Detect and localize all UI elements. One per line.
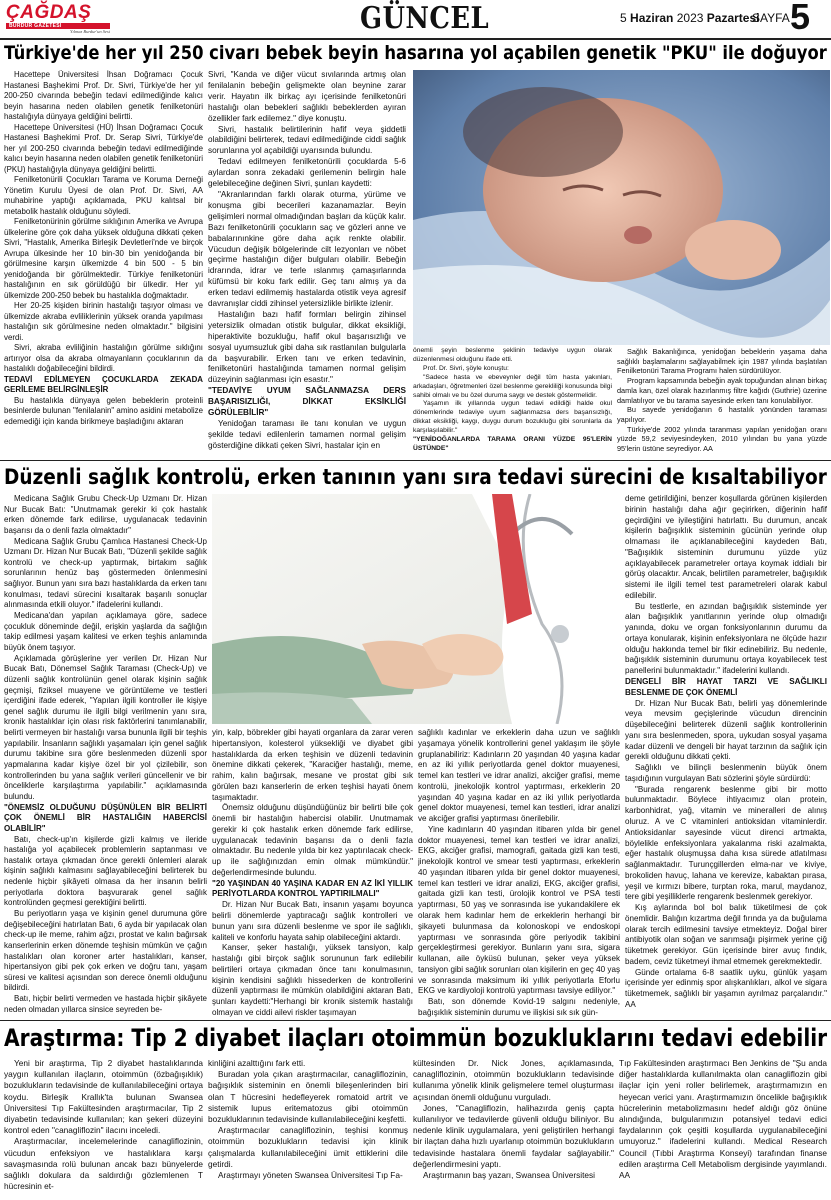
paragraph: Sivri, "Kanda ve diğer vücut sıvılarında artmış olan fenilalanin bebeğin gelişmekte olan beynine zarar verir. Hayatın ilk birkaç ayı içerisinde fenilketonüri hastalığı olan bebekleri sağlıklı bebeklerden ayıran özellikler fark edilemez." diye konuştu. [208,70,406,123]
paragraph: Bu hastalıkla dünyaya gelen bebeklerin proteinli besinlerde bulunan "fenilalanin" amino asidini metabolize edemediği için kanda birikmeye başladığını aktaran [4,395,203,426]
paragraph: "Burada rengarenk beslenme gibi bir motto bulunmaktadır. Böylece ihtiyacımız olan protein, karbonhidrat, yağ, vitamin ve mineralleri de alınış oluruz. A ve C vitaminleri antioksidan vitaminlerdir. Antioksidanlar sayesinde vücut direnci artmakta, böylelikle enfeksiyonlara yakalanma riski azalmakta, eğer hastalık oluşmuşsa daha kısa sürede atlatılması sağlanmaktadır. Turunçgillerden elma-nar ve kiviye, brokoliden havuç, lahana ve kerevize, kabaktan pırasa, yeşil ve kırmızı bibere, turptan roka, marul, maydanoz, tere gibi yeşilliklerle rengarenk beslenmek gerekiyor. [625,784,827,902]
paragraph: Her 20-25 kişiden birinin hastalığı taşıyor olması ve ülkemizde akraba evliliklerinin yüksek oranda yapılması hastalığın sık görülmesine neden olmaktadır." bilgisini verdi. [4,301,203,342]
paragraph: Tedavi edilmeyen fenilketonürili çocuklarda 5-6 aylardan sonra zekadaki gerilemenin belirgin hale gelebileceğine değinen Sivri, şunları kaydetti: [208,157,406,189]
article-column [4,494,207,1018]
paragraph: Batı, son dönemde Kovid-19 salgını nedeniyle, bağışıklık sisteminin durumu ve ilişkisi sık sık gün- [418,997,620,1017]
newborn-baby-photo [413,70,830,345]
paragraph: Hacettepe Üniversitesi (HÜ) İhsan Doğramacı Çocuk Hastanesi Başhekimi Prof. Dr. Serap Sivri, Türkiye'de her yıl 200-250 civarında bebeğin tedavi edilmediğinde kalıcı beyin hasarına neden olabilen genetik fenilketonüri (PKU) hastalığıyla dünyaya geldiğini belirtti. [4,122,203,174]
paragraph: Araştırmacılar canagliflozinin, teşhisi konmuş otoimmün bozuklukların tedavisi için klinik çalışmalarda kullanılabileceğini ümit ettiklerini dile getirdi. [208,1125,408,1169]
date-month: Haziran [630,11,674,25]
pull-quote: "ÖNEMSİZ OLDUĞUNU DÜŞÜNÜLEN BİR BELİRTİ ÇOK ÖNEMLİ BİR HASTALIĞIN HABERCİSİ OLABİLİR" [4,802,207,833]
paragraph: Sivri, hastalık belirtilerinin hafif veya şiddetli olabildiğini belirterek, tedavi edilmediğinde ciddi sağlık sorunlarına yol açabildiği uyarısında bulundu. [208,124,406,156]
logo-tagline: Yılmaz Burdur'un Sesi [69,29,110,34]
paragraph: Yine kadınların 40 yaşından itibaren yılda bir genel doktor muayenesi, temel kan testleri ve idrar analizi, EKG, akciğer grafisi, mamografi, gaitada gizli kan testi, jinekolojik kontrol ve smear testi yaptırması, erkeklerin 40 yaşından itibaren yılda bir genel doktor muayenesi, temel kan testleri ve idrar analizi, EKG, akciğer grafisi, gaitada gizli kan testi, ürolojik kontrol ve PSA testi yaptırması, 50 yaş ve sonrasında ise yukarıdakilere ek olarak hem kadınlar hem de erkeklerin herhangi bir şikayeti bulunmasa da kolonoskopi ve endoskopi yaptırması ve sonrasında göre periyodik takibini gerçekleştirmesi gerekiyor. Bunların yanı sıra, sigara kullanan, aile öyküsü bulunan, şeker veya yüksek tansiyon gibi sağlık sorunları olan kişilerin en geç 40 yaş ve sonrasında maksimum iki yıllık periyotlarla Eforlu EKG ve kardiyoloji kontrolü yaptırması tavsiye ediliyor." [418,824,620,996]
paragraph: Önemsiz olduğunu düşündüğünüz bir belirti bile çok önemli bir hastalığın habercisi olabilir. Unutmamak gerekir ki çok hastalık erken dönemde fark edilirse, uygulanacak tedavinin başarısı da o denli fazla olmaktadır. Bu nedenle yılda bir kez yaptırılacak check-up ile sağlığınızdan emin olmak mümkündür." değerlendirmesinde bulundu. [212,803,413,877]
logo-subtitle: BURDUR GAZETESİ [6,23,110,29]
paragraph: sağlıklı kadınlar ve erkeklerin daha uzun ve sağlıklı yaşamaya yönelik kontrollerini genel yaklaşım ile şöyle gruplanabiliriz: Kadınların 20 yaşından 40 yaşına kadar en az iki yıllık periyotlarda genel doktor muayenesi, temel kan testleri ve idrar analizi, akciğer grafisi, meme kontrolü, jinekolojik kontrol yaptırması, erkeklerin 20 yaşından 40 yaşına kadar en az iki yıllık periyotlarda genel doktor muayenesi, temel kan testleri, idrar analizi ve akciğer grafisi yaptırması önerilebilir. [418,728,620,824]
paragraph: Kış aylarında bol bol balık tüketilmesi de çok önemlidir. Balığın kızartma değil fırında ya da buğulama olarak tercih edilmesini tavsiye etmekteyiz. Doğal birer antibiyotik olan soğan ve sarımsağı pişirmek yerine çiğ tüketmek gerekiyor. Gün içerisinde birer avuç fındık, badem, ceviz tüketmeyi ihmal etmemek gerekmektedir. [625,903,827,966]
paragraph: Yaşamın ilk yıllarında uygun tedavi edildiği halde okul dönemlerinde tedaviye uyum sağlanmazsa ders başarısızlığı, dikkat eksikliği, kaygı, duygu durum bozukluğu gibi sorunlarla da karşılaşılabilir." [413,400,612,435]
doctor-holding-hands-photo [212,494,620,724]
paragraph: Dr. Hizan Nur Bucak Batı, insanın yaşamı boyunca belirli dönemlerde yaptıracağı sağlık kontrolleri ve bunun yanı sıra düzenli beslenme ve spor ile sağlıklı, kaliteli ve konforlu hayata sahip olabileceğini aktardı. [212,900,413,942]
article-column [625,494,827,1018]
page-label: SAYFA [752,11,790,25]
paragraph: Prof. Dr. Sivri, şöyle konuştu: [423,364,509,372]
paragraph: Bu testlerle, en azından bağışıklık sisteminde yer alan bağışıklık yanıtlarının yerinde olup olmadığı yanında, doku ve organ fonksiyonlarının durumu da ortaya konularak, kişinin enfeksiyonlara ne ölçüde hazır olduğu hakkında temel bir fikir edinebiliriz. Bu nedenle, bağışıklık sisteminin durumunu ortaya koyabilecek test panellerini bulunmaktadır." ifadelerini kullandı. [625,601,827,676]
paragraph: Bu periyotların yaşa ve kişinin genel durumuna göre değişebileceğini hatırlatan Batı, 6 ayda bir yapılacak olan check-up ile meme, rahim ağzı, prostat ve kalın bağırsak kanserlerinin erken dönemde teşhisin mümkün ve çağın hastalıkları olan koroner arter hastalıkları, kanser, hipertansiyon gibi pek çok erken ve doğru tanı, yaşam süresi ve kalitesi açısından son derece önemli olduğunu bildirdi. [4,908,207,993]
paragraph: Türkiye'de 2002 yılında taranması yapılan yenidoğan oranı yüzde 59,2 seviyesindeyken, 2010 yılından bu yana yüzde 95'lerin üstüne seyrediyor. AA [617,424,827,454]
paragraph: kinliğini azalttığını fark etti. [208,1058,306,1068]
page-number: 5 [790,0,811,37]
pull-quote: "20 YAŞINDAN 40 YAŞINA KADAR EN AZ İKİ YILLIK PERİYOTLARDA KONTROL YAPTIRILMALI" [212,878,413,899]
article-headline[interactable]: Araştırma: Tip 2 diyabet ilaçları otoimmün bozukluklarını tedavi edebilir [4,1024,828,1052]
article-divider [0,1020,831,1021]
date-year: 2023 [676,11,704,25]
paragraph: "Sadece hasta ve ebeveynler değil tüm hasta yakınları, arkadaşları, öğretmenleri özel beslenme gerekliliği konusunda bilgi sahibi olmalı ve bu özel duruma saygı ve destek göstermelidir. [413,373,612,399]
paragraph: Sağlık Bakanlığınca, yenidoğan bebeklerin yaşama daha sağlıklı başlamalarını sağlayabilmek için 1987 yılında başlatılan Fenilketonüri Tarama Programı halen sürdürülüyor. [617,347,827,376]
article-column [212,728,413,1018]
section-title: GÜNCEL [360,1,490,36]
issue-date [620,11,759,25]
paragraph: Dr. Hizan Nur Bucak Batı, belirli yaş dönemlerinde veya mevsim geçişlerinde vücudun direncinin düşebileceğini belirterek düzenli sağlık kontrollerinin yanı sıra beslenmeden, spora, uykudan sosyal yaşama kadar düzenli ve dengeli bir hayat tarzının da sağlık için gerekli olduğunu dikkati çekti. [625,698,827,762]
article-column [208,1058,408,1198]
paragraph: Medicana'dan yapılan açıklamaya göre, sadece çocukluk döneminde değil, erişkin yaşlarda da sağlığın takip edilmesi yaşam kalitesi ve erken teşhis anlamında büyük önem taşıyor. [4,611,207,652]
article-column [418,728,620,1018]
subheading: TEDAVİ EDİLMEYEN ÇOCUKLARDA ZEKADA GERİLEME BELİRGİNLEŞİR [4,374,203,394]
paragraph: Yenidoğan taraması ile tanı konulan ve uygun şekilde tedavi edilenlerin tamamen normal gelişim gösterdiğine dikkati çeken Sivri, hastalar için en [208,419,406,450]
paragraph: Buradan yola çıkan araştırmacılar, canagliflozinin, bağışıklık sisteminin en önemli bileşenlerinden biri olan T hücresini hedefleyerek romatoid artrit ve sistemik lupus eritematozus gibi otoimmün bozukluklarının tedavisinde kullanılabileceğini keşfetti. [208,1069,408,1125]
paragraph: önemli şeyin beslenme şeklinin tedaviye uygun olarak düzenlenmesi olduğunu ifade etti. [413,347,612,363]
paragraph: "Akranlarından farklı olarak oturma, yürüme ve konuşma gibi becerileri kazanamazlar. Beyin gelişimleri normal olmadığından başları da küçük kalır. Bazı fenilketonürili çocukların saç ve gözleri anne ve babalarınınkine göre daha açık renkte olabilir. Vücudun değişik bölgelerinde cilt lezyonları ve nöbet geçirme hastalığın diğer bulguları olabilir. Bebeğin idrarında, idrar ve terle ıslanmış çamaşırlarında küfümsü bir koku fark edilir. Geç tanı almış ya da erken tedavi edilmemiş hastalarda otistik veya agresif davranışlar ciddi zihinsel yetersizlikle birlikte izlenir. [208,189,406,309]
paragraph: Araştırmanın baş yazarı, Swansea Üniversitesi [423,1170,595,1181]
paragraph: Araştırmacılar, incelemelerinde canagliflozinin, vücudun enfeksiyon ve hastalıklara karşı savaşmasında rolü bulunan ancak bazı bünyelerde sağlıklı dokulara da saldırdığı gözlemlenen T hücresinin et- [4,1136,203,1192]
article-column [617,347,827,459]
paragraph: Batı, check-up'ın kişilerde gizli kalmış ve ileride hastalığa yol açabilecek problemlerin saptanması ve hastalık ortaya çıkmadan önce gerekli önlemleri alarak kişinin sağlıklı kalmasını sağlayabileceğini belirterek bu nedenle hiçbir şikâyeti olmasa da her insanın belirli periyotlarla doktora başvurarak genel sağlık kontrolünden geçmesi gerektiğini belirtti. [4,834,207,908]
article-column [4,1058,203,1198]
paragraph: Açıklamada görüşlerine yer verilen Dr. Hizan Nur Bucak Batı, Dönemsel Sağlık Taraması (Check-Up) ve düzenli sağlık kontrolünün genel olarak kişinin sağlık geçmişi, fiziksel muayene ve görüntüleme ve testleri içerdiğini ifade ederek, "Yapılan ilgili kontroller ile kişiye genel sağlık durumu ile ilgili bilgi verilmenin yanı sıra, kronik hastalıklar için olası risk faktörlerini tanımlanabilir, belirti vermeyen bir hastalığı varsa bununla ilgili bir teşhis yapılabilir. İnsanların sağlıklı yaşamaları için genel sağlık durumu takibine sıra göre beslenmeden düzenli spor yapmalarına kadar kişiye özel bir yol çizilebilir, son kontrollerinden bu yana sağlık verileri güncellenir ve bir önceliklerle karşılaştırma yapılabilir." açıklamasında bulundu. [4,653,207,801]
paragraph: Sağlıklı ve bilinçli beslenmenin büyük önem taşıdığının vurgulayan Batı sözlerini şöyle sürdürdü: [625,763,827,783]
paragraph: Yeni bir araştırma, Tip 2 diyabet hastalıklarında yaygın kullanılan ilaçların, otoimmün (özbağışıklık) bozuklukların tedavisinde de kullanılabileceğini ortaya koydu. Birleşik Krallık'ta bulunan Swansea Üniversitesi Tıp Fakültesinden araştırmacılar, Tip 2 diyabetin tedavisinde kullanılan; kan şekeri düzeyini kontrol eden "canagliflozin" ilacını inceledi. [4,1058,203,1136]
article-column [413,1058,614,1198]
paragraph: kültesinden Dr. Nick Jones, açıklamasında, canagliflozinin, otoimmün bozuklukların tedavisinde kullanıma yönelik klinik gelişmelere temel oluşturması açısından önemli olduğunu vurguladı. [413,1058,614,1102]
paragraph: Günde ortalama 6-8 saatlik uyku, günlük yaşam içerisinde yer edinmiş spor alışkanlıkları, alkol ve sigara tüketmemek, sağlıklı bir yaşamın ayrılmaz parçalarıdır." AA [625,967,827,1009]
paragraph: Fenilketonürili Çocukları Tarama ve Koruma Derneği Yönetim Kurulu Üyesi de olan Prof. Dr. Sivri, AA muhabirine yaptığı açıklamada, PKU kalıtsal bir metabolik hastalık olduğunu söyledi. [4,175,203,216]
article-column [619,1058,827,1198]
logo-wordmark: ÇAĞDAŞ [6,2,92,23]
paragraph: Batı, hiçbir belirti vermeden ve hastada hiçbir şikâyete neden olmadan yıllarca sinsice seyreden be- [4,994,207,1014]
pull-quote: "TEDAVİYE UYUM SAĞLANMAZSA DERS BAŞARISIZLIĞI, DİKKAT EKSİKLİĞİ GÖRÜLEBİLİR" [208,386,406,418]
paragraph: Program kapsamında bebeğin ayak topuğundan alınan birkaç damla kan, özel olarak hazırlanmış filtre kağıdı (Guthrie) üzerine damlatılıyor ve bu tarama sayesinde erken tanı konulabiliyor. [617,376,827,405]
pull-quote: "YENİDOĞANLARDA TARAMA ORANI YÜZDE 95'LERİN ÜSTÜNDE" [413,436,612,452]
paragraph: Tıp Fakültesinden araştırmacı Ben Jenkins de "Şu anda diğer hastalıklarda kullanılmakta olan canagliflozin gibi ilaçlar için yeni roller belirlemek, araştırmamızın en heyecan verici yanı. Araştırmamızın öncelikle bağışıklık hücrelerinin metabolizmasını hedef aldığı göz önüne alındığında, bulgularımızın potansiyel tedavi edici faydalarının çok çeşitli koşullarda uygulanabileceğini umuyoruz." ifadelerini kullandı. Medical Research Council (Tıbbi Araştırma Konseyi) tarafından finanse edilen araştırma Cell Metabolism dergisinde yayımlandı. AA [619,1058,827,1181]
article-column [208,70,406,458]
paragraph: deme getirildiğini, benzer koşullarda görünen kişilerden birinin hastalığı daha ağır geçirirken, diğerinin hafif geçirdiğini ve iyileştiğini hatırlattı. Bu durumun, ancak kişilerin bağışıklık sisteminin gücünün yerinde olup olmaması ile açıklanabileceğini kaydeden Batı, "Bağışıklık sisteminin durumunu yüzde yüz açıklayabilecek parametreler ortaya koymak iddialı bir görüş olacaktır. Ancak, belirtilen parametreler, bağışıklık sistemi ile ilgili temel test parametreleri olarak kabul edilebilir. [625,494,827,600]
paragraph: Fenilketonürinin görülme sıklığının Amerika ve Avrupa ülkelerine göre çok daha yüksek olduğuna dikkati çeken Sivri, "Hastalık, Amerika Birleşik Devletleri'nde ve birçok Avrupa ülkesinde her 10 bin-30 bin yenidoğanda bir görülmesine karşın ülkemizde 4 bin 500 - 5 bin yenidoğanda bir görülmektedir. Türkiye fenilketonüri hastalığının en sık görüldüğü bir ülkedir. Her yıl ülkemizde 200-250 bebek bu hastalıkla doğmaktadır. [4,217,203,300]
paragraph: Bu sayede yenidoğanın 6 hastalık yönünden taraması yapılıyor. [617,405,827,424]
subheading: DENGELİ BİR HAYAT TARZI VE SAĞLIKLI BESLENME DE ÇOK ÖNEMLİ [625,677,827,697]
article-headline[interactable]: Düzenli sağlık kontrolü, erken tanının yanı sıra tedavi sürecini de kısaltabiliyor [4,465,827,489]
paragraph: Hastalığın bazı hafif formları belirgin zihinsel yetersizlik olmadan otistik bulgular, dikkat eksikliği, hiperaktivite bozukluğu, hafif okul başarısızlığı ve sosyal uyumsuzluk gibi daha sık rastlanılan bulgularla da başvurabilir. Erken tanı ve erken tedavinin, fenilketonüri hastalığında tamamen normal gelişim düzeyinin sağlanması için esastır." [208,309,406,385]
paragraph: Kanser, şeker hastalığı, yüksek tansiyon, kalp hastalığı gibi birçok sağlık sorununun fark edilebilir belirtileri ortaya çıkmadan önce tanı konulmasının, kişinin kendisini sağlıklı hissederken de kontrollerini düzenli yaptırması ile mümkün olabildiğini aktaran Batı, şunları kaydetti:"Herhangi bir kronik sistemik hastalığı olmayan ve ciddi ailevi riskler taşımayan [212,943,413,1017]
paragraph: yin, kalp, böbrekler gibi hayati organlara da zarar veren hipertansiyon, kolesterol yüksekliği ve diyabet gibi hastalıklarda da erken teşhisin ve düzenli tedavinin önemine dikkati çekerek, "Karaciğer hastalığı, meme, rahim, kalın bağırsak, mesane ve prostat gibi sık görülen bazı kanserlerin de erken teşhisi hayati önem taşımaktadır. [212,728,413,802]
article-headline[interactable]: Türkiye'de her yıl 250 civarı bebek beyin hasarına yol açabilen genetik "PKU" ile doğuyor [4,42,827,64]
paragraph: Hacettepe Üniversitesi İhsan Doğramacı Çocuk Hastanesi Başhekimi Prof. Dr. Sivri, Türkiye'de her yıl 200-250 civarında bebeğin tedavi edilmediğinde kalıcı beyin hasarına neden olabilen genetik fenilketonüri hastalığıyla dünyaya geldiğini belirtti. [4,70,203,121]
paragraph: Medicana Sağlık Grubu Check-Up Uzmanı Dr. Hizan Nur Bucak Batı: "Unutmamak gerekir ki çok hastalık erken dönemde fark edilirse, uygulanacak tedavinin başarısı da o denli fazla olmaktadır" [4,494,207,535]
date-day: 5 [620,11,627,25]
article-divider [0,460,831,461]
date-weekday: Pazartesi [706,11,760,25]
paragraph: Araştırmayı yöneten Swansea Üniversitesi Tıp Fa- [218,1170,403,1181]
paragraph: Medicana Sağlık Grubu Çamlıca Hastanesi Check-Up Uzmanı Dr. Hizan Nur Bucak Batı, "Düzenli şekilde sağlık kontrolü ve check-up yaptırmak, birtakım sağlık sorunlarının henüz baş göstermeden önlenmesini sağlıyor. Bunun yanı sıra bazı hastalıklarda da erken tanı konulması, tedavi sürecini kısaltarak başarılı sonuçlar alınmasında etkili oluyor." ifadelerini kullandı. [4,536,207,610]
newspaper-logo[interactable] [6,3,110,33]
article-column [413,347,612,459]
article-column [4,70,203,458]
paragraph: Jones, "Canagliflozin, halihazırda geniş çapta kullanılıyor ve tedavilerde güvenli olduğu biliniyor. Bu nedenle klinik uygulamalara, yeni geliştirilen herhangi bir ilaçtan daha hızlı uyarlanıp otoimmün bozuklukların tedavisinde hastalara önemli faydalar sağlayabilir." değerlendirmesini yaptı. [413,1102,614,1169]
paragraph: Sivri, akraba evliliğinin hastalığın görülme sıklığını artırıyor olsa da akraba olmayanların çocuklarının da hastalıklı doğabileceğini bildirdi. [4,343,203,373]
